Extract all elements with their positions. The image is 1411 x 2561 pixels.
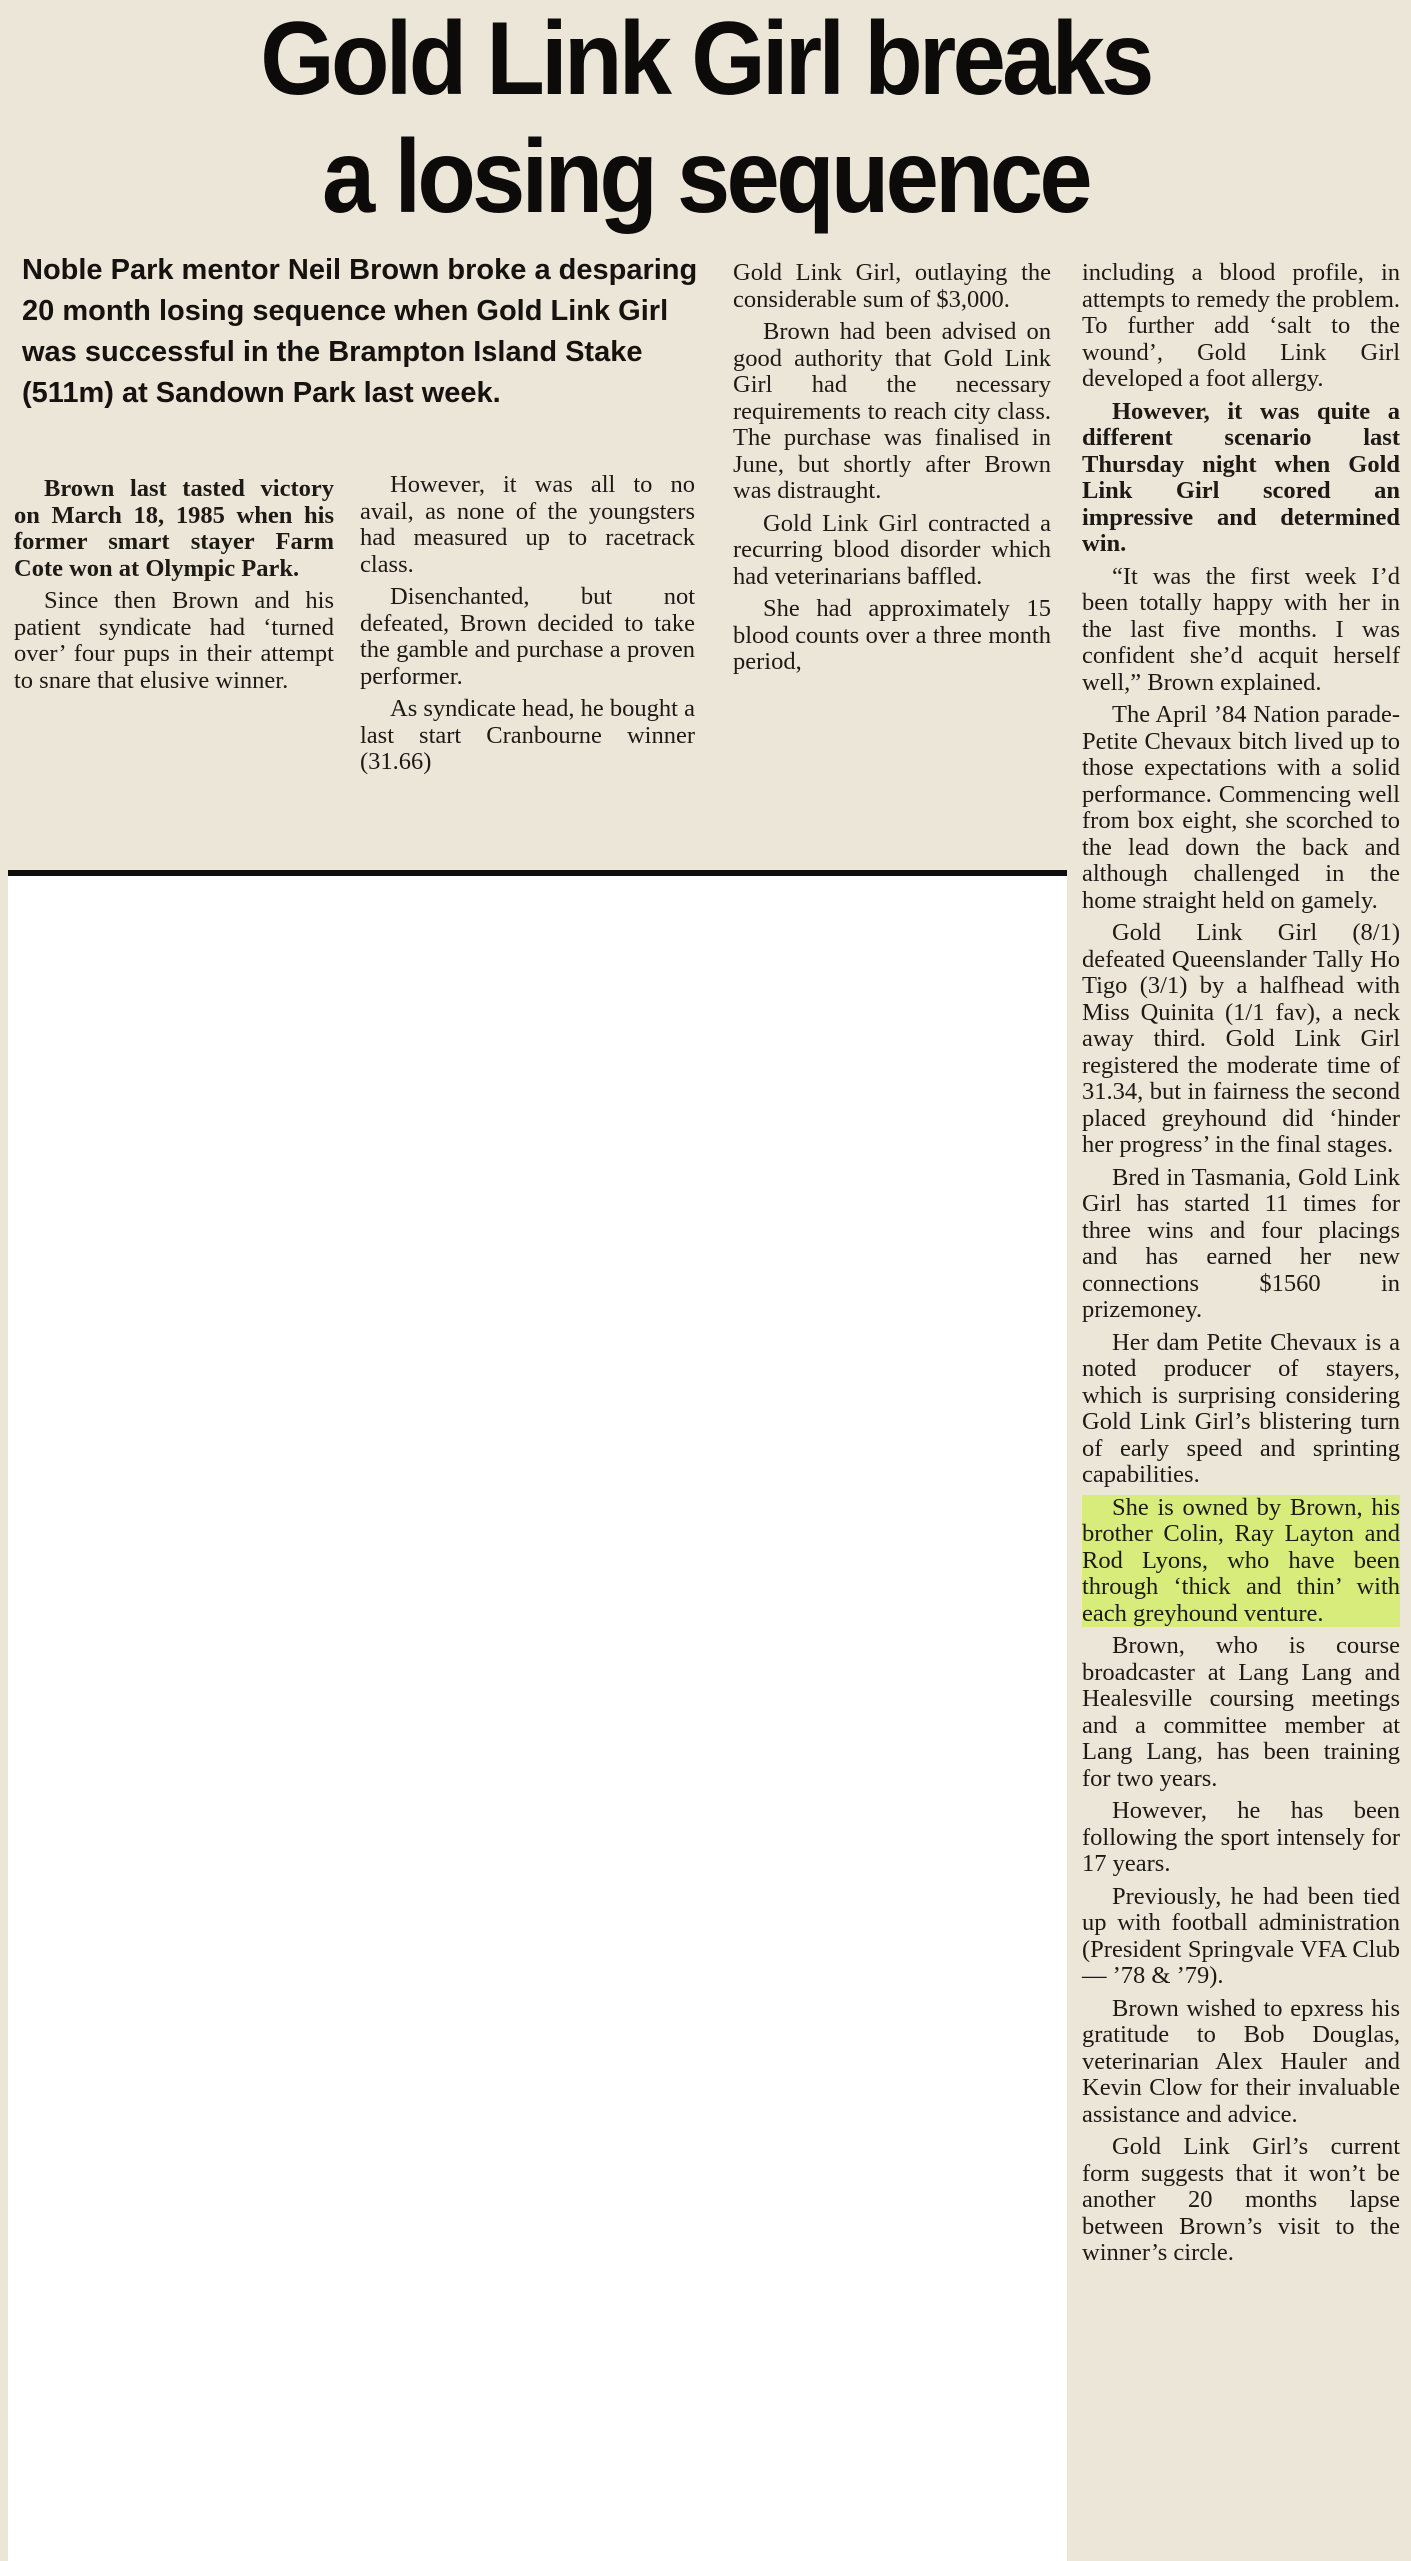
paragraph: However, it was all to no avail, as none of the youngsters had measured up to racetrack class. (360, 471, 695, 578)
paragraph: Brown last tasted victory on March 18, 1985 when his former smart stayer Farm Cote won at Olympic Park. (14, 475, 334, 582)
paragraph: Since then Brown and his patient syndicate had ‘turned over’ four pups in their attempt to snare that elusive winner. (14, 587, 334, 694)
paragraph: Her dam Petite Chevaux is a noted producer of stayers, which is surprising considering Gold Link Girl’s blistering turn of early speed and sprinting capabilities. (1082, 1328, 1400, 1488)
paragraph: Brown, who is course broadcaster at Lang Lang and Healesville coursing meetings and a committee member at Lang Lang, has been training for two years. (1082, 1632, 1400, 1792)
column-4 (1082, 260, 1400, 2273)
paragraph: Gold Link Girl’s current form suggests that it won’t be another 20 months lapse between Brown’s visit to the winner’s circle. (1082, 2133, 1400, 2266)
column-3 (733, 260, 1051, 682)
paragraph: As syndicate head, he bought a last start Cranbourne winner (31.66) (360, 695, 695, 775)
paragraph: Gold Link Girl (8/1) defeated Queenslander Tally Ho Tigo (3/1) by a halfhead with Miss Quinita (1/1 fav), a neck away third. Gold Link Girl registered the moderate time of 31.34, but in fairness the second placed greyhound did ‘hinder her progress’ in the final stages. (1082, 919, 1400, 1158)
headline-line-2: a losing sequence (322, 119, 1089, 235)
paragraph: However, he has been following the sport intensely for 17 years. (1082, 1797, 1400, 1877)
paragraph: including a blood profile, in attempts to remedy the problem. To further add ‘salt to the wound’, Gold Link Girl developed a foot allergy. (1082, 259, 1400, 392)
paragraph: She had approximately 15 blood counts over a three month period, (733, 595, 1051, 675)
paragraph: “It was the first week I’d been totally happy with her in the last five months. I was confident she’d acquit herself well,” Brown explained. (1082, 562, 1400, 696)
paragraph: Previously, he had been tied up with football administration (President Springvale VFA Club — ’78 & ’79). (1082, 1882, 1400, 1989)
highlighted-paragraph: She is owned by Brown, his brother Colin, Ray Layton and Rod Lyons, who have been through ‘thick and thin’ with each greyhound venture. (1082, 1493, 1400, 1627)
deck-summary: Noble Park mentor Neil Brown broke a desparing 20 month losing sequence when Gold Link Girl was successful in the Brampton Island Stake (511m) at Sandown Park last week. (22, 254, 698, 409)
paragraph: However, it was quite a different scenario last Thursday night when Gold Link Girl scored an impressive and determined win. (1082, 397, 1400, 557)
column-1 (14, 476, 334, 700)
paragraph: The April ’84 Nation parade-Petite Chevaux bitch lived up to those expectations with a solid performance. Commencing well from box eight, she scorched to the lead down the back and although challenged in the home straight held on gamely. (1082, 701, 1400, 914)
headline (56, 0, 1354, 236)
paragraph: Disenchanted, but not defeated, Brown decided to take the gamble and purchase a proven performer. (360, 583, 695, 690)
paragraph: Gold Link Girl contracted a recurring blood disorder which had veterinarians baffled. (733, 509, 1051, 590)
column-2 (360, 472, 695, 782)
paragraph: Gold Link Girl, outlaying the considerable sum of $3,000. (733, 259, 1051, 313)
paragraph: Bred in Tasmania, Gold Link Girl has started 11 times for three wins and four placings and has earned her new connections $1560 in prizemoney. (1082, 1163, 1400, 1323)
paragraph: Brown had been advised on good authority that Gold Link Girl had the necessary requirements to reach city class. The purchase was finalised in June, but shortly after Brown was distraught. (733, 318, 1051, 504)
blank-photo-area (8, 870, 1067, 2561)
headline-line-1: Gold Link Girl breaks (260, 1, 1151, 117)
paragraph: Brown wished to epxress his gratitude to Bob Douglas, veterinarian Alex Hauler and Kevin Clow for their invaluable assistance and advice. (1082, 1994, 1400, 2128)
